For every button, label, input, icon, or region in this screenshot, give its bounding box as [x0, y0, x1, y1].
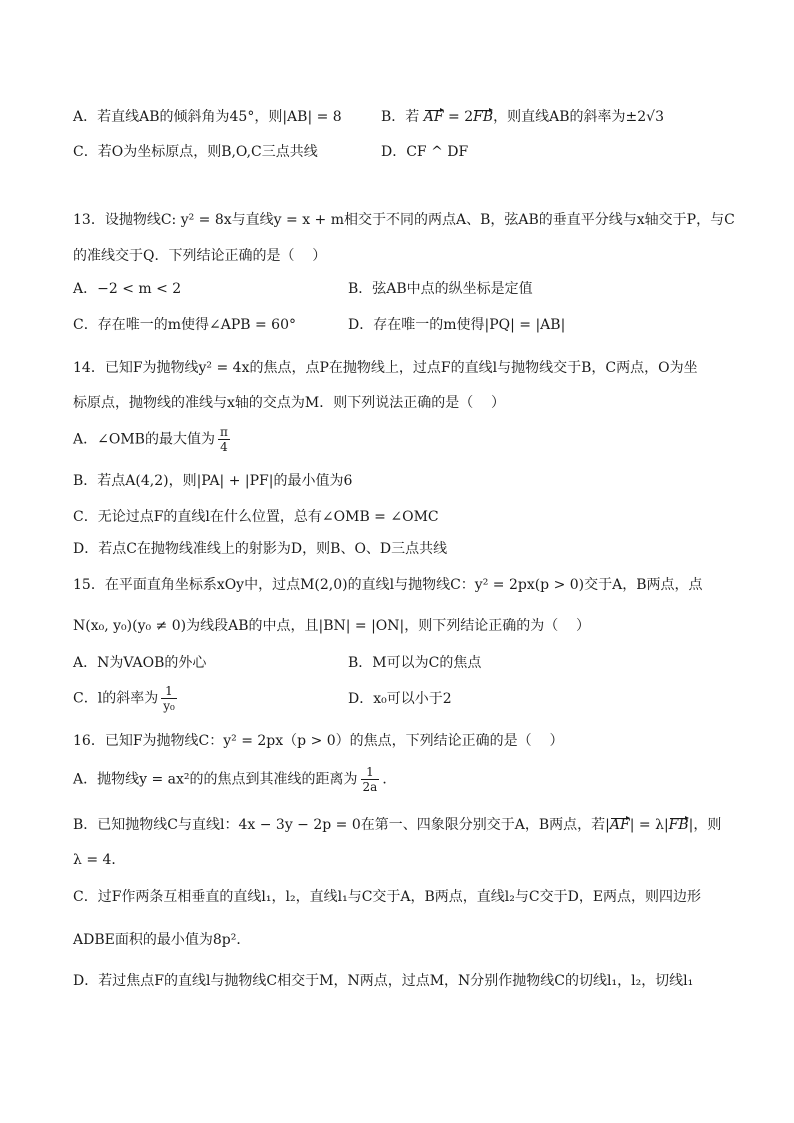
q14-option-a: [73, 425, 233, 454]
q12-option-b-suffix: ，则直线AB的斜率为±2√3: [493, 109, 665, 125]
q15-option-b: B．M可以为C的焦点: [348, 655, 482, 671]
q13-option-b: B．弦AB中点的纵坐标是定值: [348, 281, 533, 297]
q12-option-b-prefix: B．若: [381, 109, 424, 125]
q16-option-b-line-2: λ = 4．: [73, 852, 126, 868]
q14-option-b: B．若点A(4,2)，则|PA| + |PF|的最小值为6: [73, 473, 353, 489]
q13-stem-line-1: 13．设抛物线C: y² = 8x与直线y = x + m相交于不同的两点A、B，弦AB的垂直平分线与x轴交于P，与C: [73, 212, 735, 228]
q13-option-c: C．存在唯一的m使得∠APB = 60°: [73, 317, 296, 333]
q15-option-a: A．N为VAOB的外心: [73, 655, 207, 671]
fraction-numerator: π: [219, 425, 228, 439]
q16-option-c-line-1: C．过F作两条互相垂直的直线l₁，l₂，直线l₁与C交于A，B两点，直线l₂与C交于D，E两点，则四边形: [73, 889, 702, 905]
fraction-numerator: 1: [161, 684, 177, 699]
q15-option-c-text: C．l的斜率为: [73, 690, 159, 707]
q16-stem: 16．已知F为抛物线C：y² = 2px（p > 0）的焦点，下列结论正确的是（ ）: [73, 733, 564, 749]
q14-stem-line-2: 标原点，抛物线的准线与x轴的交点为M．则下列说法正确的是（ ）: [73, 395, 506, 411]
q16-option-a-period: ．: [382, 771, 397, 788]
q16-option-a: [73, 765, 396, 794]
q16-option-d: D．若过焦点F的直线l与抛物线C相交于M，N两点，过点M，N分别作抛物线C的切线l₁，l₂，切线l₁: [73, 973, 694, 989]
q14-option-a-text: A．∠OMB的最大值为: [73, 431, 215, 448]
vector-af: AF: [609, 817, 630, 833]
q12-option-c: C．若O为坐标原点，则B,O,C三点共线: [73, 144, 318, 160]
fraction-denominator: 4: [220, 440, 228, 454]
q15-option-c: [73, 684, 180, 713]
q16-option-b-equals: | = λ|: [629, 817, 669, 833]
q16-option-b-prefix: B．已知抛物线C与直线l：4x − 3y − 2p = 0在第一、四象限分别交于A，B两点，若|: [73, 817, 610, 833]
q12-option-a: A．若直线AB的倾斜角为45°，则|AB| = 8: [73, 109, 342, 125]
fraction-pi-over-4: [218, 425, 230, 454]
q15-stem-line-2: N(x₀, y₀)(y₀ ≠ 0)为线段AB的中点，且|BN| = |ON|，则下列结论正确的为（ ）: [73, 618, 591, 634]
q15-option-d: D．x₀可以小于2: [348, 691, 452, 707]
fraction-1-over-2a: [361, 765, 380, 794]
q12-option-d: D．CF ^ DF: [381, 144, 469, 160]
fraction-1-over-y0: [161, 684, 177, 713]
vector-fb: FB: [668, 817, 689, 833]
q13-stem-line-2: 的准线交于Q．下列结论正确的是（ ）: [73, 248, 327, 264]
q13-option-d: D．存在唯一的m使得|PQ| = |AB|: [348, 317, 566, 333]
q14-stem-line-1: 14．已知F为抛物线y² = 4x的焦点，点P在抛物线上，过点F的直线l与抛物线交于B，C两点，O为坐: [73, 360, 698, 376]
fraction-numerator: 1: [361, 765, 380, 780]
q16-option-b-suffix: |，则: [688, 817, 722, 833]
q12-option-b-equals: = 2: [443, 109, 474, 125]
fraction-denominator: 2a: [362, 780, 378, 794]
q15-stem-line-1: 15．在平面直角坐标系xOy中，过点M(2,0)的直线l与抛物线C：y² = 2px(p > 0)交于A，B两点，点: [73, 577, 703, 593]
q12-option-b: [381, 108, 664, 126]
vector-fb: FB: [473, 109, 494, 125]
q13-option-a: A．−2 < m < 2: [73, 281, 182, 297]
q16-option-b-line-1: [73, 816, 721, 834]
q14-option-c: C．无论过点F的直线l在什么位置，总有∠OMB = ∠OMC: [73, 509, 439, 525]
fraction-denominator: y₀: [163, 699, 175, 713]
q16-option-a-text: A．抛物线y = ax²的的焦点到其准线的距离为: [73, 771, 358, 788]
q16-option-c-line-2: ADBE面积的最小值为8p²．: [73, 932, 251, 948]
vector-af: AF: [423, 109, 444, 125]
q14-option-d: D．若点C在抛物线准线上的射影为D，则B、O、D三点共线: [73, 541, 448, 557]
